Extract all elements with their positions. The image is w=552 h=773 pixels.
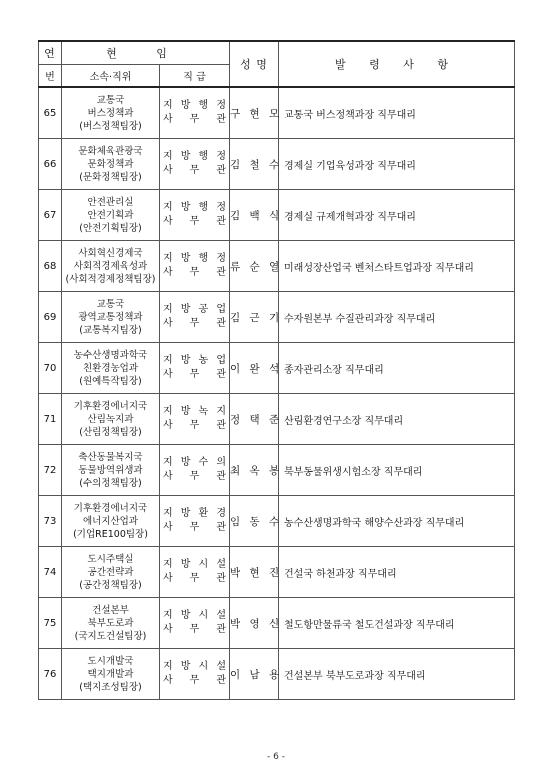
appointment-table bbox=[38, 40, 515, 700]
row-department: 안전관리실 안전기획과 (안전기획팀장) bbox=[62, 190, 160, 241]
header-appointment: 발 령 사 항 bbox=[279, 41, 515, 87]
row-name: 김 철 수 bbox=[230, 139, 279, 190]
row-department: 교통국 광역교통정책과 (교통복지팀장) bbox=[62, 292, 160, 343]
row-name: 정 택 준 bbox=[230, 394, 279, 445]
table-row bbox=[39, 649, 515, 700]
table-header bbox=[39, 41, 515, 87]
row-appointment: 철도항만물류국 철도건설과장 직무대리 bbox=[279, 598, 515, 649]
row-number: 75 bbox=[39, 598, 62, 649]
row-department: 도시주택실 공간전략과 (공간정책팀장) bbox=[62, 547, 160, 598]
header-no-bottom: 번 bbox=[39, 65, 62, 88]
row-appointment: 농수산생명과학국 해양수산과장 직무대리 bbox=[279, 496, 515, 547]
row-appointment: 종자관리소장 직무대리 bbox=[279, 343, 515, 394]
row-department: 교통국 버스정책과 (버스정책팀장) bbox=[62, 87, 160, 139]
row-grade: 지 방 농 업 사 무 관 bbox=[160, 343, 230, 394]
row-name: 박 현 진 bbox=[230, 547, 279, 598]
row-name: 이 완 석 bbox=[230, 343, 279, 394]
table-row bbox=[39, 139, 515, 190]
row-number: 70 bbox=[39, 343, 62, 394]
row-grade: 지 방 시 설 사 무 관 bbox=[160, 649, 230, 700]
row-grade: 지 방 행 정 사 무 관 bbox=[160, 190, 230, 241]
row-department: 기후환경에너지국 산림녹지과 (산림정책팀장) bbox=[62, 394, 160, 445]
row-number: 73 bbox=[39, 496, 62, 547]
row-appointment: 북부동물위생시험소장 직무대리 bbox=[279, 445, 515, 496]
header-grade: 직 급 bbox=[160, 65, 230, 88]
row-number: 66 bbox=[39, 139, 62, 190]
header-current: 현 임 bbox=[62, 41, 230, 65]
row-department: 농수산생명과학국 친환경농업과 (원예특작팀장) bbox=[62, 343, 160, 394]
row-name: 구 현 모 bbox=[230, 87, 279, 139]
table-row bbox=[39, 496, 515, 547]
row-department: 사회혁신경제국 사회적경제육성과 (사회적경제정책팀장) bbox=[62, 241, 160, 292]
row-grade: 지 방 환 경 사 무 관 bbox=[160, 496, 230, 547]
row-appointment: 건설본부 북부도로과장 직무대리 bbox=[279, 649, 515, 700]
row-grade: 지 방 행 정 사 무 관 bbox=[160, 241, 230, 292]
row-number: 72 bbox=[39, 445, 62, 496]
table-row bbox=[39, 87, 515, 139]
table-row bbox=[39, 394, 515, 445]
header-name: 성 명 bbox=[230, 41, 279, 87]
table-row bbox=[39, 445, 515, 496]
row-department: 도시개발국 택지개발과 (택지조성팀장) bbox=[62, 649, 160, 700]
table-row bbox=[39, 190, 515, 241]
row-appointment: 산림환경연구소장 직무대리 bbox=[279, 394, 515, 445]
row-grade: 지 방 시 설 사 무 관 bbox=[160, 598, 230, 649]
row-name: 김 백 식 bbox=[230, 190, 279, 241]
row-number: 71 bbox=[39, 394, 62, 445]
row-name: 이 남 용 bbox=[230, 649, 279, 700]
table-row bbox=[39, 292, 515, 343]
row-appointment: 경제실 규제개혁과장 직무대리 bbox=[279, 190, 515, 241]
row-department: 문화체육관광국 문화정책과 (문화정책팀장) bbox=[62, 139, 160, 190]
row-appointment: 미래성장산업국 벤처스타트업과장 직무대리 bbox=[279, 241, 515, 292]
row-number: 74 bbox=[39, 547, 62, 598]
row-name: 박 영 신 bbox=[230, 598, 279, 649]
row-name: 최 옥 봉 bbox=[230, 445, 279, 496]
row-name: 류 순 열 bbox=[230, 241, 279, 292]
row-grade: 지 방 시 설 사 무 관 bbox=[160, 547, 230, 598]
row-grade: 지 방 공 업 사 무 관 bbox=[160, 292, 230, 343]
row-appointment: 수자원본부 수질관리과장 직무대리 bbox=[279, 292, 515, 343]
row-number: 65 bbox=[39, 87, 62, 139]
row-department: 축산동물복지국 동물방역위생과 (수의정책팀장) bbox=[62, 445, 160, 496]
table-row bbox=[39, 547, 515, 598]
row-department: 건설본부 북부도로과 (국지도건설팀장) bbox=[62, 598, 160, 649]
header-no-top: 연 bbox=[39, 41, 62, 65]
row-name: 임 동 수 bbox=[230, 496, 279, 547]
header-dept-title: 소속·직위 bbox=[62, 65, 160, 88]
table-body bbox=[39, 87, 515, 700]
row-appointment: 경제실 기업육성과장 직무대리 bbox=[279, 139, 515, 190]
page-number: - 6 - bbox=[267, 752, 285, 762]
row-number: 69 bbox=[39, 292, 62, 343]
row-grade: 지 방 행 정 사 무 관 bbox=[160, 139, 230, 190]
table-row bbox=[39, 241, 515, 292]
row-appointment: 건설국 하천과장 직무대리 bbox=[279, 547, 515, 598]
row-name: 김 근 기 bbox=[230, 292, 279, 343]
row-appointment: 교통국 버스정책과장 직무대리 bbox=[279, 87, 515, 139]
row-grade: 지 방 행 정 사 무 관 bbox=[160, 87, 230, 139]
row-grade: 지 방 수 의 사 무 관 bbox=[160, 445, 230, 496]
row-number: 76 bbox=[39, 649, 62, 700]
row-number: 67 bbox=[39, 190, 62, 241]
row-number: 68 bbox=[39, 241, 62, 292]
row-department: 기후환경에너지국 에너지산업과 (기업RE100팀장) bbox=[62, 496, 160, 547]
table-row bbox=[39, 598, 515, 649]
row-grade: 지 방 녹 지 사 무 관 bbox=[160, 394, 230, 445]
table-row bbox=[39, 343, 515, 394]
